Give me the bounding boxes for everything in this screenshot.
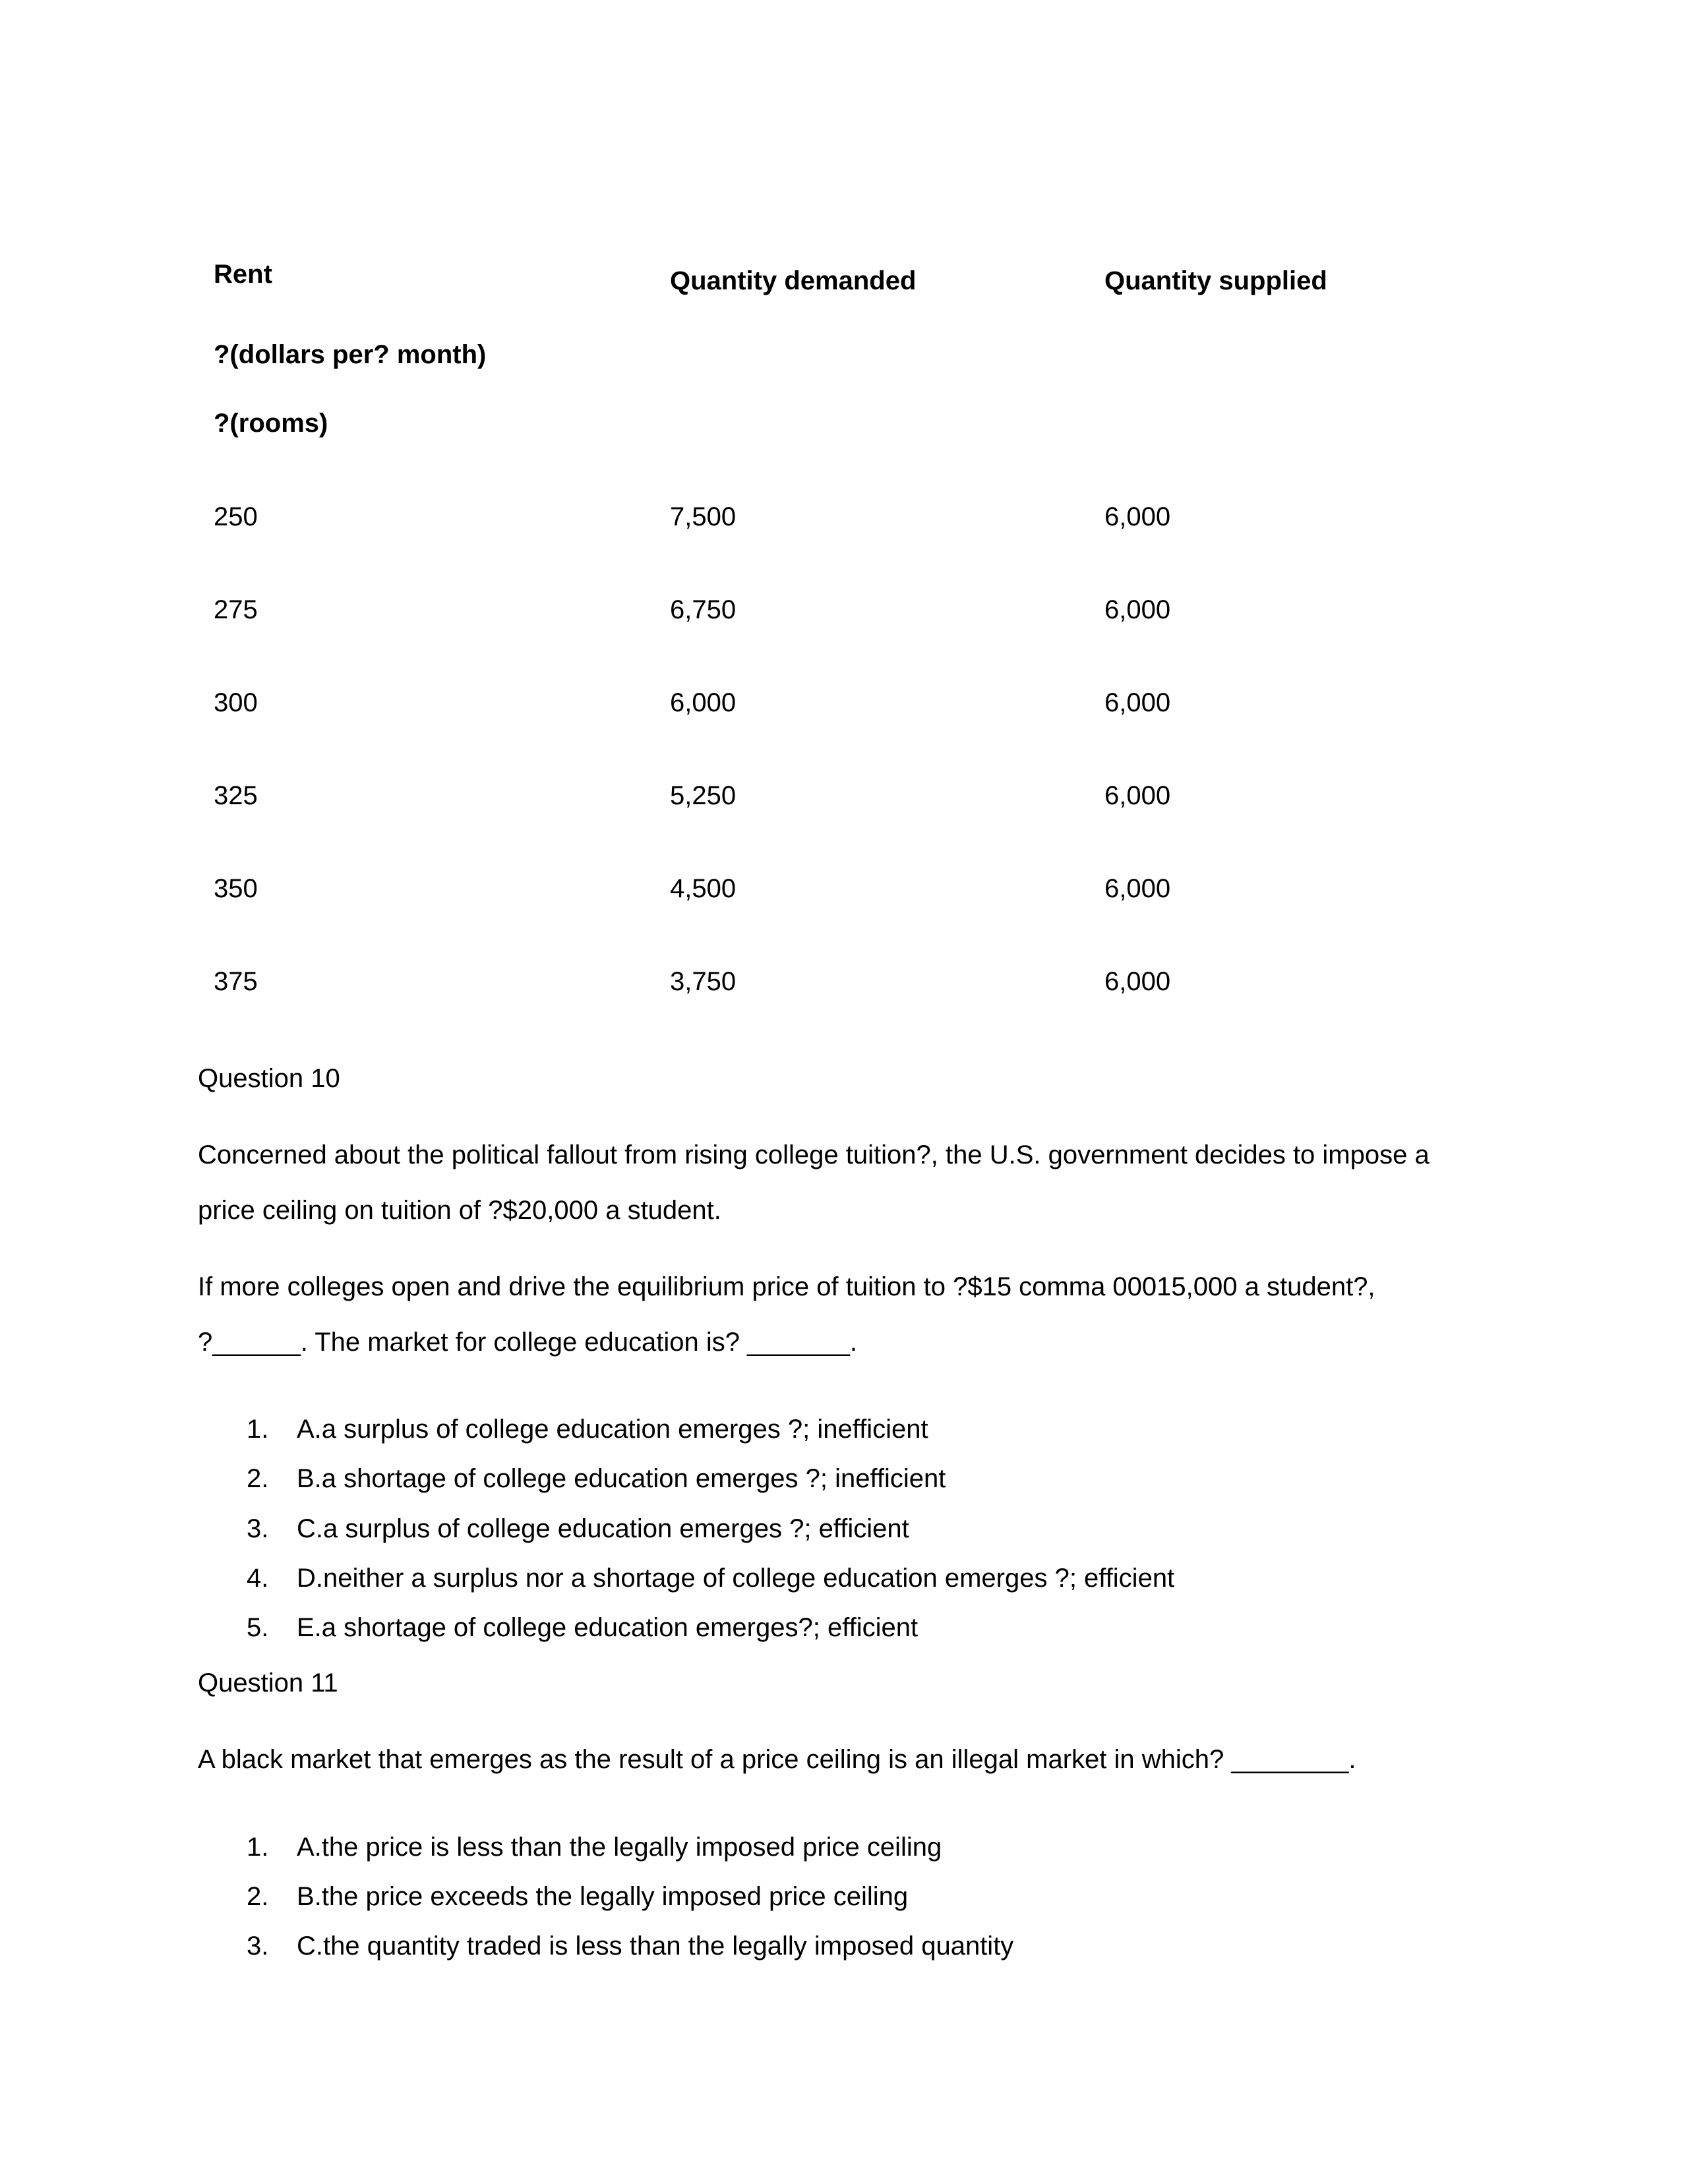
demanded-cell: 6,000 bbox=[670, 688, 737, 717]
rent-cell: 325 bbox=[214, 781, 258, 810]
option-number: 2. bbox=[247, 1882, 269, 1911]
supplied-cell: 6,000 bbox=[1104, 595, 1171, 624]
demanded-cell: 7,500 bbox=[670, 502, 737, 531]
question-10-title: Question 10 bbox=[198, 1064, 340, 1093]
question-10-text-line-4: ?______. The market for college education is? _______. bbox=[198, 1328, 857, 1357]
answer-blank[interactable]: _______ bbox=[747, 1328, 850, 1357]
header-quantity-supplied: Quantity supplied bbox=[1104, 266, 1327, 295]
demanded-cell: 6,750 bbox=[670, 595, 737, 624]
option-number: 1. bbox=[247, 1415, 269, 1444]
header-rooms-unit: ?(rooms) bbox=[214, 409, 328, 438]
option-text: C.a surplus of college education emerges ?; efficient bbox=[297, 1514, 909, 1543]
header-quantity-demanded: Quantity demanded bbox=[670, 266, 917, 295]
rent-cell: 300 bbox=[214, 688, 258, 717]
option-text: B.the price exceeds the legally imposed price ceiling bbox=[297, 1882, 909, 1911]
option-number: 3. bbox=[247, 1932, 269, 1961]
demanded-cell: 5,250 bbox=[670, 781, 737, 810]
rent-cell: 275 bbox=[214, 595, 258, 624]
option-text: D.neither a surplus nor a shortage of college education emerges ?; efficient bbox=[297, 1564, 1175, 1593]
question-10-text-line-3: If more colleges open and drive the equilibrium price of tuition to ?$15 comma 00015,000 a student?, bbox=[198, 1272, 1375, 1301]
question-11-text: A black market that emerges as the result of a price ceiling is an illegal market in which? ________. bbox=[198, 1745, 1356, 1774]
supplied-cell: 6,000 bbox=[1104, 502, 1171, 531]
rent-cell: 250 bbox=[214, 502, 258, 531]
supplied-cell: 6,000 bbox=[1104, 688, 1171, 717]
answer-blank[interactable]: ________ bbox=[1231, 1745, 1349, 1774]
option-text: B.a shortage of college education emerges ?; inefficient bbox=[297, 1464, 946, 1493]
supplied-cell: 6,000 bbox=[1104, 967, 1171, 996]
demanded-cell: 3,750 bbox=[670, 967, 737, 996]
header-rent-unit: ?(dollars per? month) bbox=[214, 340, 487, 369]
option-text: C.the quantity traded is less than the legally imposed quantity bbox=[297, 1932, 1014, 1961]
question-11-title: Question 11 bbox=[198, 1668, 338, 1697]
question-10-text-line-2: price ceiling on tuition of ?$20,000 a student. bbox=[198, 1196, 721, 1225]
option-text: A.a surplus of college education emerges ?; inefficient bbox=[297, 1415, 928, 1444]
supplied-cell: 6,000 bbox=[1104, 874, 1171, 903]
option-number: 4. bbox=[247, 1564, 269, 1593]
option-number: 1. bbox=[247, 1833, 269, 1862]
rent-cell: 350 bbox=[214, 874, 258, 903]
demanded-cell: 4,500 bbox=[670, 874, 737, 903]
rent-cell: 375 bbox=[214, 967, 258, 996]
question-10-text-line-1: Concerned about the political fallout from rising college tuition?, the U.S. government decides to impose a bbox=[198, 1140, 1430, 1169]
option-number: 5. bbox=[247, 1613, 269, 1642]
option-text: A.the price is less than the legally imposed price ceiling bbox=[297, 1833, 942, 1862]
option-number: 2. bbox=[247, 1464, 269, 1493]
header-rent: Rent bbox=[214, 260, 272, 289]
supplied-cell: 6,000 bbox=[1104, 781, 1171, 810]
option-number: 3. bbox=[247, 1514, 269, 1543]
option-text: E.a shortage of college education emerges?; efficient bbox=[297, 1613, 919, 1642]
answer-blank[interactable]: ?______ bbox=[198, 1328, 301, 1357]
